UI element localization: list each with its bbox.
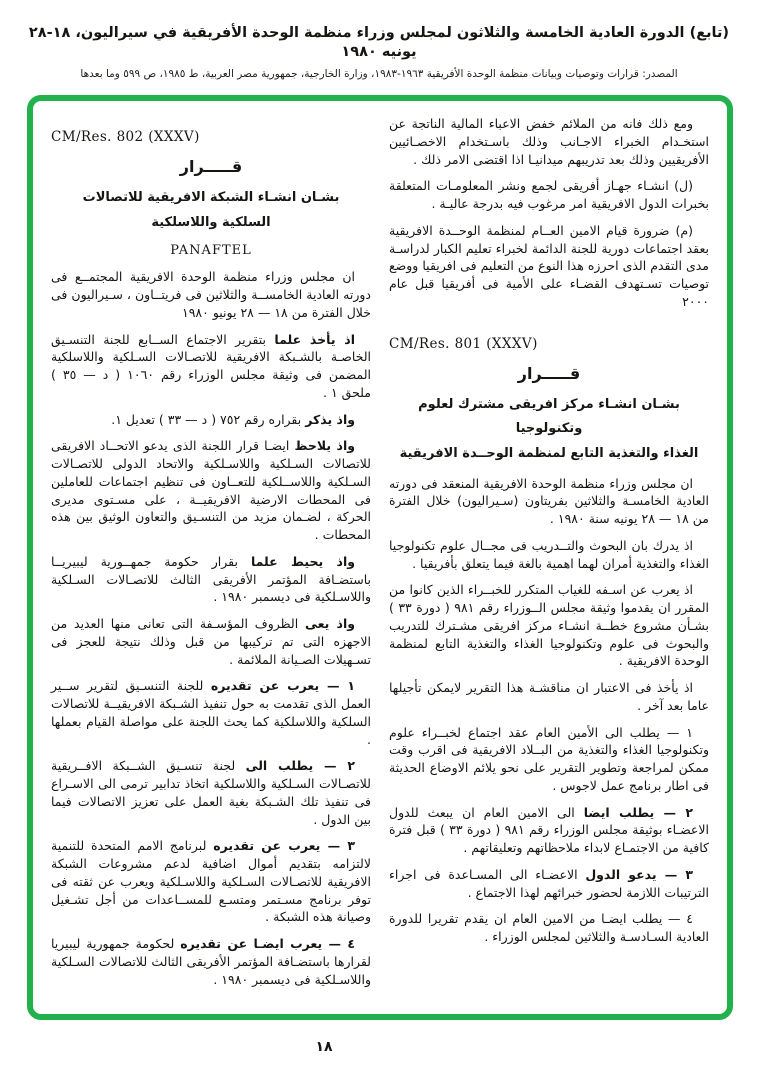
- paragraph-lead: واذ يذكر: [305, 411, 355, 427]
- res802-paragraph: [51, 268, 371, 321]
- res801-operative-item: [389, 804, 709, 857]
- paragraph-text: الاعضـاء الى المسـاعدة فى اجراء الترتيبات اللازمة لحضور خبرائهم لهذا الاجتماع .: [389, 866, 709, 900]
- paragraph-text: ١ — يطلب الى الأمين العام عقد اجتماع لخبــراء علوم وتكنولوجيا الغذاء والتغذية من البــلاد الافريقية فى اقرب وقت ممكن لمراجعة وتطوير التقرير على نحو يلائم الاوضاع الحديثة فى اطار برنامج عمل لاجوس .: [389, 724, 709, 793]
- res801-operative-item: [389, 910, 709, 946]
- paragraph-lead: ٣ — يدعو الدول: [585, 866, 693, 882]
- spacer: [389, 320, 709, 330]
- paragraph-text: لحكومة جمهورية ليبيريا لقرارها باستضـافة المؤتمر الأفريقى الثالث للاتصالات السـلكية واللاسـلكية فى ديسمبر ١٩٨٠ .: [51, 936, 371, 987]
- continuation-paragraph: [389, 222, 709, 311]
- paragraph-text: للجنة التنسـيق لتقرير ســير العمل الذى تقدمت به حول تنفيذ الشـبكة الافريقيــة للاتصالات السلكية واللاسلكية كما يحث اللجنة على مواصلة القيام بعملها .: [51, 678, 371, 747]
- resolution-ref-801: CM/Res. 801 (XXXV): [389, 335, 538, 352]
- resolution-title-line: بشـان انشـاء الشبكة الافريقية للاتصالات: [82, 190, 340, 205]
- resolution-title-panaftel: PANAFTEL: [170, 243, 252, 259]
- res802-paragraph: [51, 411, 371, 429]
- continuation-paragraph: [389, 115, 709, 168]
- res802-paragraph: [51, 437, 371, 544]
- paragraph-lead: واذ يعى: [304, 616, 356, 632]
- paragraph-text: ومع ذلك فانه من الملائم خفض الاعباء المالية الناتجة عن استخـدام الخبراء الاجـانب وذلك باسـتخدام الاخصـائيين الأفريقيين وذلك بعد تدريبهم ميدانيـا اذا اقتضى الامر ذلك .: [389, 116, 709, 167]
- paragraph-lead: واذ يلاحظ: [294, 438, 355, 454]
- res801-paragraph: [389, 475, 709, 528]
- paragraph-text: اذ يدرك بان البحوث والتــدريب فى مجــال علوم تكنولوجيا الغذاء والتغذية أمران لهما اهمية بالغة فيما يتعلق بأفريقيا .: [389, 537, 709, 571]
- header-source-line: المصدر: قرارات وتوصيات وبيانات منظمة الوحدة الأفريقية ١٩٦٣-١٩٨٣، وزارة الخارجية، جمهورية مصر العربية، ط ١٩٨٥، ص ٥٩٩ وما بعدها: [80, 67, 678, 80]
- paragraph-lead: ٢ — يطلب الى: [245, 758, 355, 774]
- paragraph-text: (م) ضرورة قيام الامين العــام لمنظمة الوحــدة الافريقية بعقد اجتماعات دورية للجنة الدائمة لخبراء تعليم الكبار لدراسـة مدى التقدم الذى احرزه هذا النوع من التعليم فى افريقيا ووضع توصيات تسـتهدف القضـاء على الأمية فى أفريقيا قبل عام ٢٠٠٠: [389, 222, 709, 309]
- paragraph-lead: اذ يأخذ علما: [274, 331, 355, 347]
- paragraph-lead: واذ يحيط علما: [250, 553, 356, 569]
- resolution-title-line: بشـان انشـاء مركز افريقى مشترك لعلوم وتكنولوجيا: [418, 396, 680, 437]
- paragraph-text: اذ يأخذ فى الاعتبار ان مناقشـة هذا التقرير لايمكن تأجيلها عاما بعد آخر .: [389, 680, 709, 713]
- paragraph-text: الى الامين العام ان يبعث للدول الاعضـاء بوثيقة مجلس الوزراء رقم ٩٨١ ( دورة ٣٣ ) قبل فترة كافية من الاجتمـاع لابداء ملاحظاتهم وتعليقاتهم .: [389, 804, 709, 856]
- paragraph-text: الظروف المؤسـفة التى تعانى منها العديد من الاجهزه التى تم تركيبها من قبل وذلك نتيجة للعجز فى تسـهيلات الصـيانة الملائمة .: [51, 616, 371, 667]
- two-column-layout: [33, 101, 727, 1014]
- res801-paragraph: [389, 679, 709, 715]
- paragraph-lead: ٣ — يعرب عن تقديره: [213, 838, 355, 854]
- paragraph-text: ان مجلس وزراء منظمة الوحدة الافريقية المجتمــع فى دورته العادية الخامســة والثلاثين فى فريتــاون ، سـيراليون فى خلال الفترة من ١٨ — ٢٨ يونيو ١٩٨٠: [51, 269, 371, 320]
- res802-operative-item: [51, 757, 371, 828]
- paragraph-text: ان مجلس وزراء منظمة الوحدة الافريقية المنعقد فى دورته العادية الخامسـة والثلاثين بفريتاون (سـيراليون) خلال الفترة من ١٨ — ٢٨ يونيه سنة ١٩٨٠ .: [389, 475, 709, 527]
- paragraph-text: بقراره رقم ٧٥٢ ( د — ٣٣ ) تعديل ١.: [111, 411, 306, 427]
- page-header: [0, 0, 758, 86]
- continuation-paragraph: [389, 177, 709, 213]
- resolution-title-line: السلكية واللاسلكية: [151, 214, 271, 230]
- resolution-heading-802: قـــــرار: [179, 157, 243, 176]
- res802-operative-item: [51, 935, 371, 988]
- resolution-title-801: [389, 393, 709, 467]
- resolution-title-line: الغذاء والتغذية التابع لمنظمة الوحــدة الافريقية: [399, 445, 699, 461]
- paragraph-text: لبرنامج الامم المتحدة للتنمية لالتزامه بتقديم أموال اضافية لدعم مشروعات الشبكة الافريقية للاتصـالات السـلكية واللاسـلكية ويعرب عن ثقته فى توفر برنامج مسـتمر ومتسـع للمســاعدات من أجل تشـغيل وصيانة هذه الشبكة .: [51, 838, 371, 925]
- paragraph-text: اذ يعرب عن اسـفه للغياب المتكرر للخبــراء الذين كانوا من المقرر ان يقدموا وثيقة مجلس الــوزراء رقم ٩٨١ ( دورة ٣٣ ) بشـأن مشروع خطــة انشـاء مركز افريقى مشـترك للتدريب والبحوث فى علوم وتكنولوجيا الغذاء والتغذية التابع لمنظمة الوحدة الافريقية .: [389, 582, 709, 669]
- paragraph-lead: ١ — يعرب عن تقديره: [210, 678, 355, 694]
- paragraph-lead: ٤ — يعرب ايضـا عن تقديره: [180, 936, 355, 952]
- res801-operative-item: [389, 866, 709, 902]
- paragraph-text: بقرار حكومة جمهــورية ليبيريــا باستضـافة المؤتمر الأفريقى الثالث للاتصـالات السـلكية واللاسـلكية فى ديسمبر ١٩٨٠ .: [51, 553, 371, 605]
- paragraph-text: بتقرير الاجتماع الســابع للجنة التنسـيق الخاصـة بالشـبكة الافريقية للاتصـالات السـلكية واللاسلكية المضمن فى وثيقة مجلس الوزراء رقم ١٠٦٠ ( د — ٣٥ ) ملحق ١ .: [51, 331, 372, 400]
- paragraph-text: ايضـا قرار اللجنة الذى يدعو الاتحــاد الافريقى للاتصالات السـلكية واللاسـلكية والاتحاد الدولى للاتصـالات السـلكية واللاســلكية للتعــاون فى تنظيم اجتماعات للعاملين فى المحطات الارضية الافريقيــة ، على مسـتوى مديرى الحركة ، لضـمان مزيد من التنسـيق والتعاون الوثيق بين هذه المحطات .: [51, 438, 371, 543]
- paragraph-lead: ٢ — يطلب ايضا: [583, 804, 694, 820]
- res802-paragraph: [51, 553, 371, 606]
- resolution-heading-801: قـــــرار: [517, 363, 581, 383]
- column-right: [389, 115, 709, 1004]
- header-session-title: (تابع) الدورة العادية الخامسة والثلاثون لمجلس وزراء منظمة الوحدة الأفريقية في سيراليون، ١٨-٢٨ يونيه ١٩٨٠: [28, 25, 730, 60]
- resolution-ref-802: CM/Res. 802 (XXXV): [51, 129, 200, 145]
- paragraph-text: لجنة تنسـيق الشــبكة الافــريقية للاتصـالات السـلكية واللاسلكية اتخاذ تدابير ترمى الى الاسـراع فى تنفيذ تلك الشـبكة بغية العمل على تعزيز الاتصالات فيما بين الدول .: [51, 758, 371, 827]
- paragraph-text: ٤ — يطلب ايضـا من الامين العام ان يقدم تقريرا للدورة العادية السـادسـة والثلاثين لمجلس الوزراء .: [389, 911, 709, 945]
- res801-operative-item: [389, 724, 709, 795]
- page-number: ١٨: [315, 1039, 333, 1055]
- res802-paragraph: [51, 615, 371, 668]
- res801-paragraph: [389, 537, 709, 573]
- res802-operative-item: [51, 837, 371, 926]
- highlight-frame: [27, 95, 733, 1020]
- paragraph-text: (ل) انشـاء جهـاز أفريقى لجمع ونشر المعلومـات المتعلقة بخبرات الدول الافريقية امر مرغوب فيه بدرجة عاليـة .: [389, 178, 709, 211]
- resolution-title-802: [51, 186, 371, 235]
- column-left: [51, 115, 371, 1004]
- page-footer: [0, 1036, 758, 1055]
- res802-paragraph: [51, 331, 371, 402]
- res802-operative-item: [51, 677, 371, 748]
- res801-paragraph: [389, 581, 709, 670]
